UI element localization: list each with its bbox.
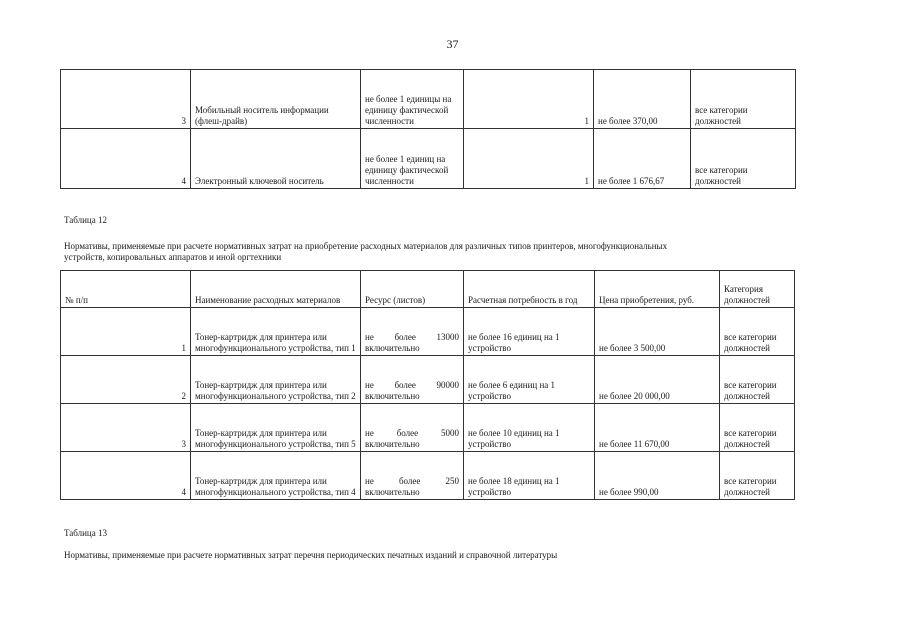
item-resource: не более 250 включительно [361, 452, 464, 500]
table-12 [60, 270, 795, 500]
table-13-label: Таблица 13 [64, 528, 107, 538]
item-name: Электронный ключевой носитель [191, 129, 361, 189]
item-need: не более 10 единиц на 1 устройство [464, 404, 595, 452]
row-number: 4 [61, 129, 191, 189]
row-number: 1 [61, 308, 191, 356]
item-price: не более 1 676,67 [594, 129, 691, 189]
item-price: не более 3 500,00 [595, 308, 720, 356]
table-11-continuation [60, 69, 796, 189]
table-12-title: Нормативы, применяемые при расчете нормативных затрат на приобретение расходных материалов для различных типов принтеров, многофункциональных устройств, копировальных аппаратов и иной оргтехники [64, 241, 668, 262]
table-12-label: Таблица 12 [64, 215, 107, 225]
table-row [61, 70, 796, 129]
item-resource: не более 5000 включительно [361, 404, 464, 452]
item-quantity: 1 [464, 70, 594, 129]
header-resource: Ресурс (листов) [361, 271, 464, 308]
item-norm: не более 1 единицы на единицу фактической численности [361, 70, 464, 129]
item-category: все категории должностей [720, 404, 795, 452]
item-need: не более 6 единиц на 1 устройство [464, 356, 595, 404]
item-name: Тонер-картридж для принтера или многофункционального устройства, тип 5 [191, 404, 361, 452]
item-price: не более 11 670,00 [595, 404, 720, 452]
item-resource: не более 13000 включительно [361, 308, 464, 356]
item-norm: не более 1 единиц на единицу фактической численности [361, 129, 464, 189]
item-category: все категории должностей [691, 129, 796, 189]
table-header-row [61, 271, 795, 308]
item-need: не более 16 единиц на 1 устройство [464, 308, 595, 356]
item-resource: не более 90000 включительно [361, 356, 464, 404]
row-number: 2 [61, 356, 191, 404]
item-price: не более 370,00 [594, 70, 691, 129]
item-price: не более 20 000,00 [595, 356, 720, 404]
item-need: не более 18 единиц на 1 устройство [464, 452, 595, 500]
table-row [61, 308, 795, 356]
item-price: не более 990,00 [595, 452, 720, 500]
item-category: все категории должностей [720, 356, 795, 404]
row-number: 3 [61, 404, 191, 452]
table-row [61, 356, 795, 404]
table-row [61, 129, 796, 189]
item-category: все категории должностей [720, 308, 795, 356]
table-row [61, 452, 795, 500]
row-number: 3 [61, 70, 191, 129]
header-price: Цена приобретения, руб. [595, 271, 720, 308]
header-num: № п/п [61, 271, 191, 308]
item-category: все категории должностей [691, 70, 796, 129]
item-name: Тонер-картридж для принтера или многофункционального устройства, тип 2 [191, 356, 361, 404]
item-name: Тонер-картридж для принтера или многофункционального устройства, тип 4 [191, 452, 361, 500]
header-need: Расчетная потребность в год [464, 271, 595, 308]
item-name: Мобильный носитель информации (флеш-драйв) [191, 70, 361, 129]
item-category: все категории должностей [720, 452, 795, 500]
table-row [61, 404, 795, 452]
header-name: Наименование расходных материалов [191, 271, 361, 308]
item-quantity: 1 [464, 129, 594, 189]
row-number: 4 [61, 452, 191, 500]
item-name: Тонер-картридж для принтера или многофункционального устройства, тип 1 [191, 308, 361, 356]
header-category: Категория должностей [720, 271, 795, 308]
table-13-title: Нормативы, применяемые при расчете нормативных затрат перечня периодических печатных изданий и справочной литературы [64, 550, 558, 560]
page-number: 37 [446, 37, 459, 51]
